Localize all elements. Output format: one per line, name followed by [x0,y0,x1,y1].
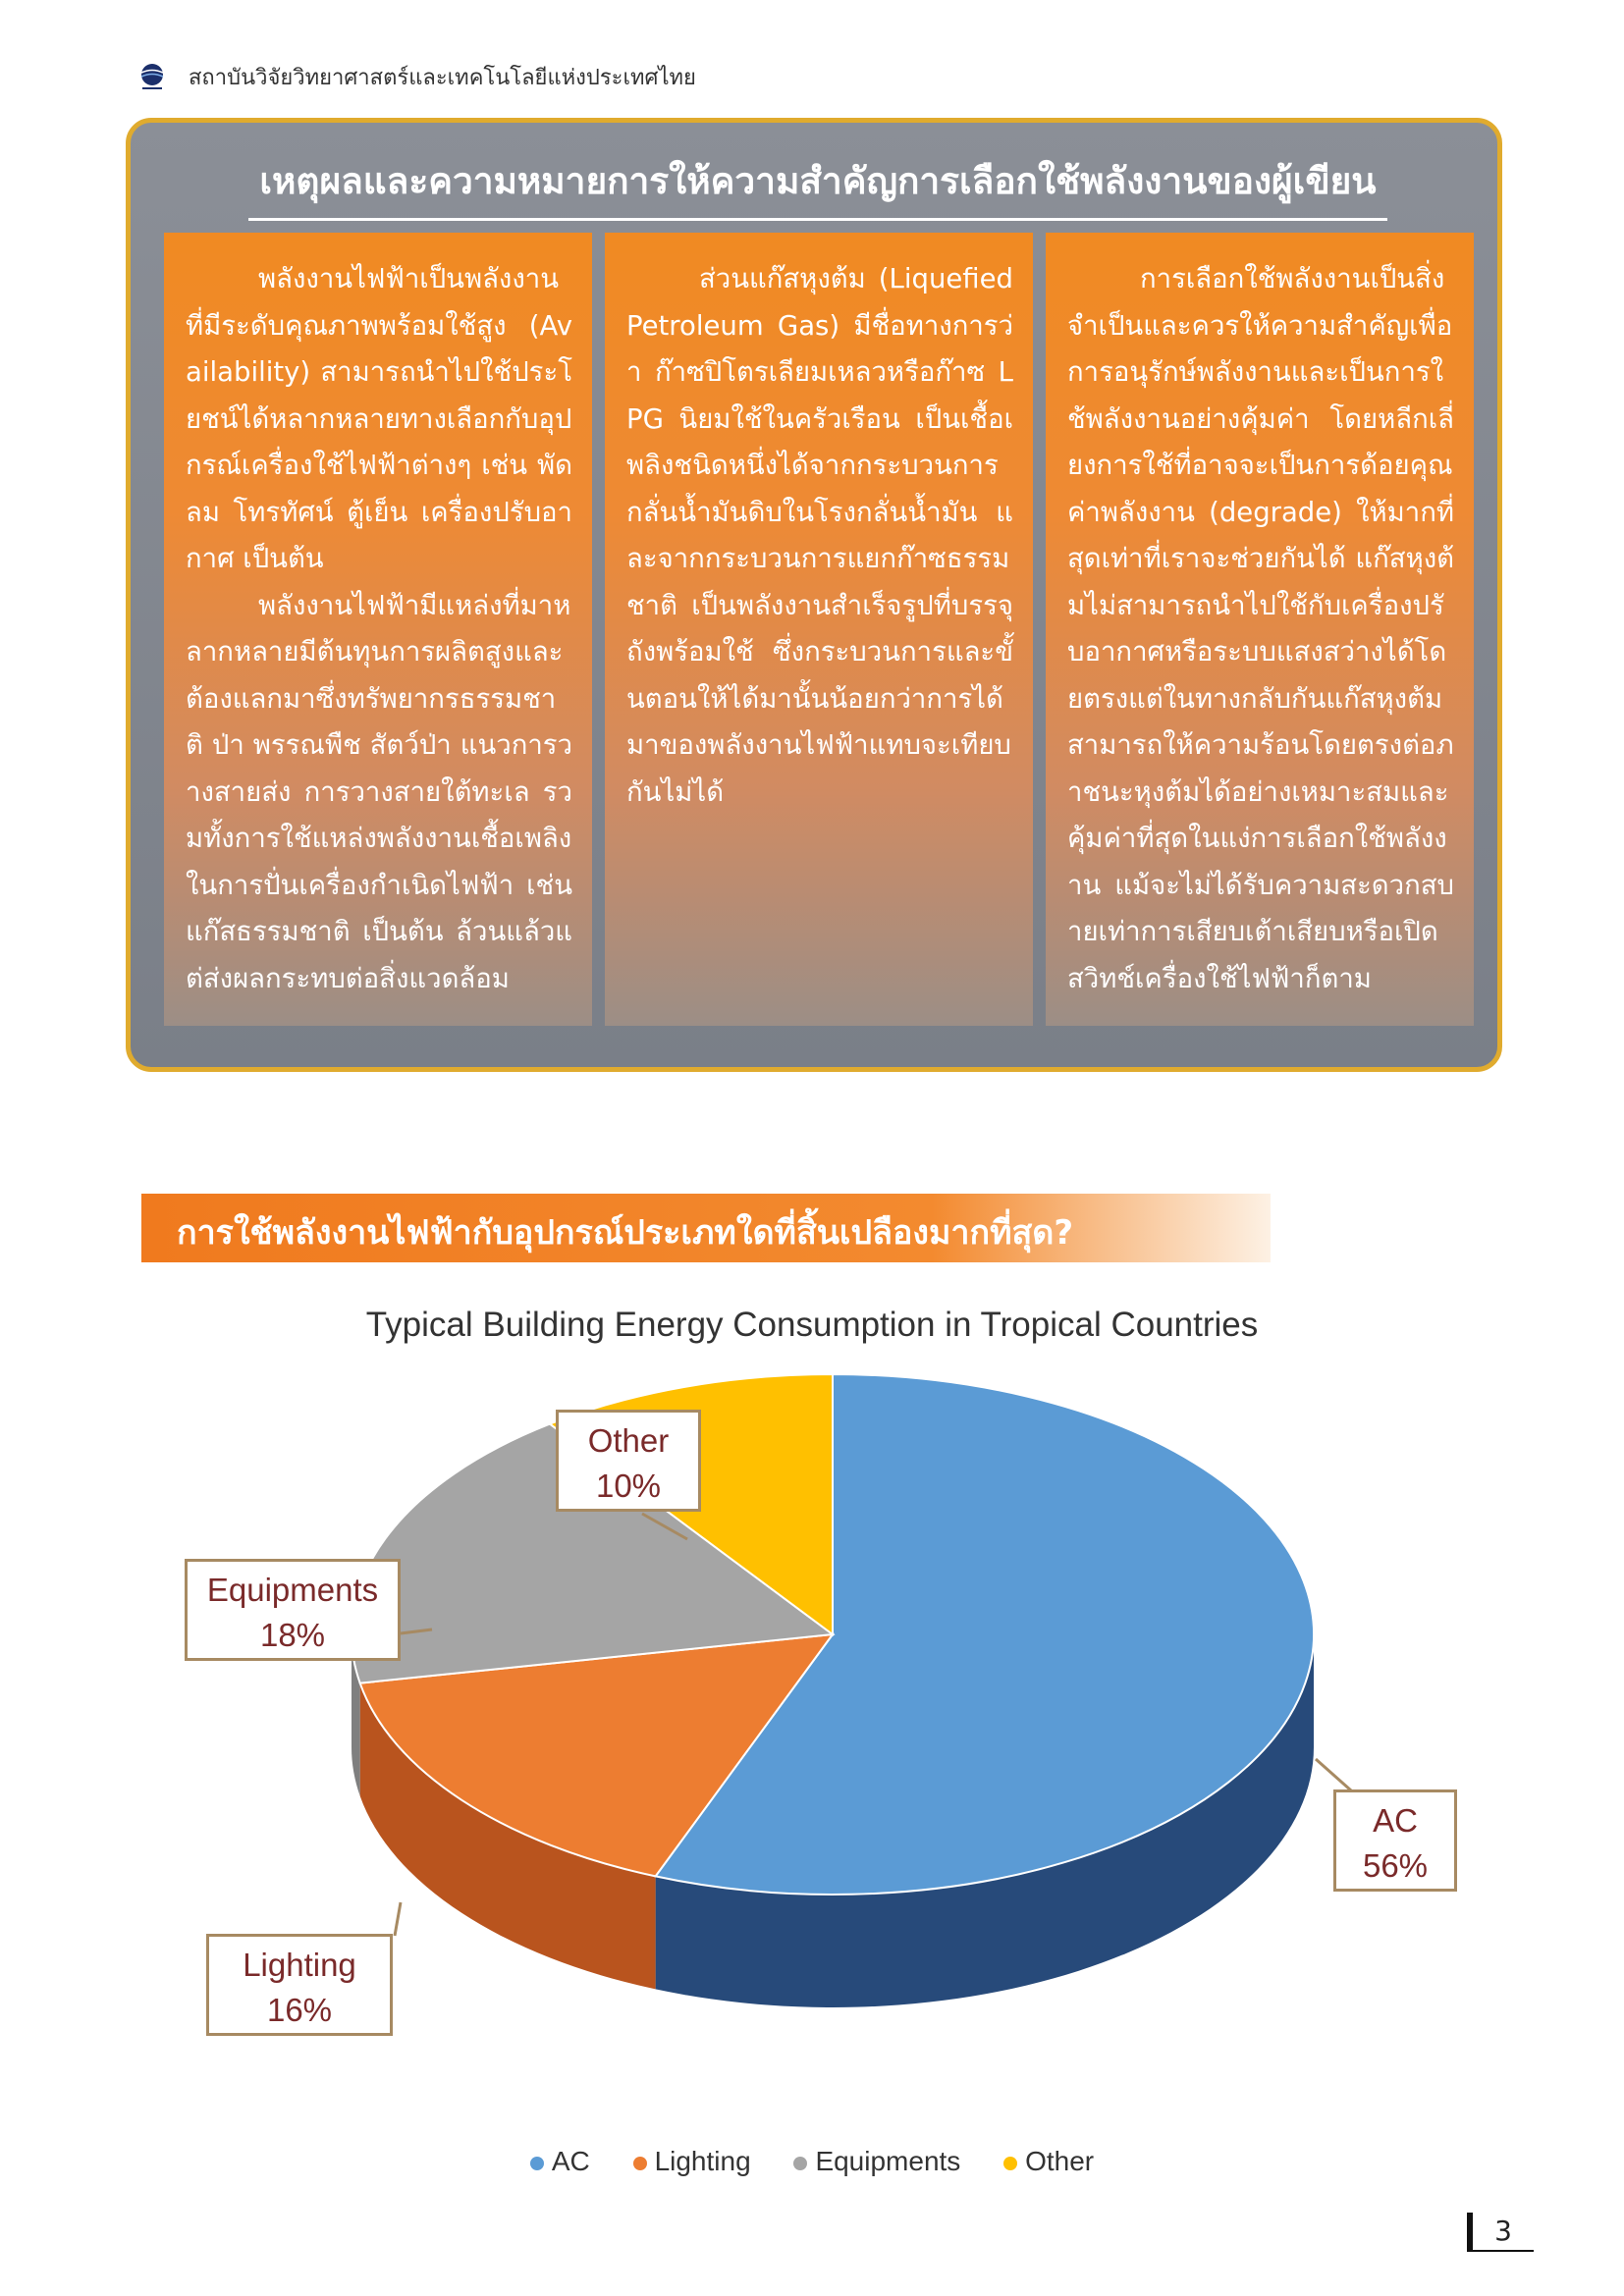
legend-label: AC [551,2146,590,2176]
organization-name: สถาบันวิจัยวิทยาศาสตร์และเทคโนโลยีแห่งประเทศไทย [189,65,696,90]
callout-label: Equipments [206,1572,379,1608]
paragraph: พลังงานไฟฟ้ามีแหล่งที่มาหลากหลายมีต้นทุนการผลิตสูงและต้องแลกมาซึ่งทรัพยากรธรรมชาติ ป่า พรรณพืช สัตว์ป่า แนวการวางสายส่ง การวางสายใต้ทะเล รวมทั้งการใช้แหล่งพลังงานเชื้อเพลิงในการปั่นเครื่องกำเนิดไฟฟ้า เช่น แก๊สธรรมชาติ เป็นต้น ล้วนแล้วแต่ส่งผลกระทบต่อสิ่งแวดล้อม [186,589,572,994]
chart-legend [0,2146,1624,2177]
legend-dot [793,2157,807,2170]
leader-ac [1316,1759,1351,1790]
section-heading: การใช้พลังงานไฟฟ้ากับอุปกรณ์ประเภทใดที่สิ้นเปลืองมากที่สุด? [177,1213,1074,1253]
legend-item-equipments [793,2146,960,2177]
chart-title: Typical Building Energy Consumption in Tropical Countries [365,1306,1259,1344]
callout-other [556,1410,701,1512]
legend-dot [1003,2157,1017,2170]
paragraph: การเลือกใช้พลังงานเป็นสิ่งจำเป็นและควรให้ความสำคัญเพื่อการอนุรักษ์พลังงานและเป็นการใช้พลังงานอย่างคุ้มค่า โดยหลีกเลี่ยงการใช้ที่อาจจะเป็นการด้อยคุณค่าพลังงาน (degrade) ให้มากที่สุดเท่าที่เราจะช่วยกันได้ แก๊สหุงต้มไม่สามารถนำไปใช้กับเครื่องปรับอากาศหรือระบบแสงสว่างได้โดยตรงแต่ในทางกลับกันแก๊สหุงต้มสามารถให้ความร้อนโดยตรงต่อภาชนะหุงต้มได้อย่างเหมาะสมและคุ้มค่าที่สุดในแง่การเลือกใช้พลังงาน แม้จะไม่ได้รับความสะดวกสบายเท่าการเสียบเต้าเสียบหรือเปิดสวิทช์เครื่องใช้ไฟฟ้าก็ตาม [1067,263,1454,994]
callout-value: 16% [266,1992,333,2028]
callout-label: AC [1373,1802,1418,1839]
page-number: 3 [1467,2213,1534,2252]
legend-item-ac [530,2146,590,2177]
callout-lighting [206,1934,393,2036]
callout-value: 18% [259,1617,326,1653]
text-column-electricity [164,233,592,1026]
legend-label: Equipments [815,2146,961,2176]
legend-label: Other [1025,2146,1095,2176]
callout-ac [1333,1789,1457,1892]
callout-equipments [185,1559,401,1661]
callout-value: 56% [1362,1847,1429,1884]
page-header [137,57,696,96]
callout-label: Lighting [243,1947,356,1983]
callout-value: 10% [595,1468,662,1504]
author-reasoning-panel [126,118,1502,1072]
callout-label: Other [587,1422,670,1459]
text-column-energy-choice [1046,233,1474,1026]
institute-logo-icon [137,62,167,91]
panel-title: เหตุผลและความหมายการให้ความสำคัญการเลือกใช้พลังงานของผู้เขียน [248,152,1387,221]
paragraph: ส่วนแก๊สหุงต้ม (Liquefied Petroleum Gas) มีชื่อทางการว่า ก๊าซปิโตรเลียมเหลวหรือก๊าซ LPG นิยมใช้ในครัวเรือน เป็นเชื้อเพลิงชนิดหนึ่งได้จากกระบวนการกลั่นน้ำมันดิบในโรงกลั่นน้ำมัน และจากกระบวนการแยกก๊าซธรรมชาติ เป็นพลังงานสำเร็จรูปที่บรรจุถังพร้อมใช้ ซึ่งกระบวนการและขั้นตอนให้ได้มานั้นน้อยกว่าการได้มาของพลังงานไฟฟ้าแทบจะเทียบกันไม่ได้ [626,263,1013,808]
text-column-lpg [605,233,1033,1026]
legend-item-lighting [633,2146,751,2177]
legend-label: Lighting [654,2146,751,2176]
legend-item-other [1003,2146,1094,2177]
leader-lighting [395,1902,401,1936]
legend-dot [530,2157,544,2170]
legend-dot [633,2157,647,2170]
section-banner [141,1194,1271,1262]
paragraph: พลังงานไฟฟ้าเป็นพลังงานที่มีระดับคุณภาพพร้อมใช้สูง (Availability) สามารถนำไปใช้ประโยชน์ได้หลากหลายทางเลือกกับอุปกรณ์เครื่องใช้ไฟฟ้าต่างๆ เช่น พัดลม โทรทัศน์ ตู้เย็น เครื่องปรับอากาศ เป็นต้น [186,263,572,574]
